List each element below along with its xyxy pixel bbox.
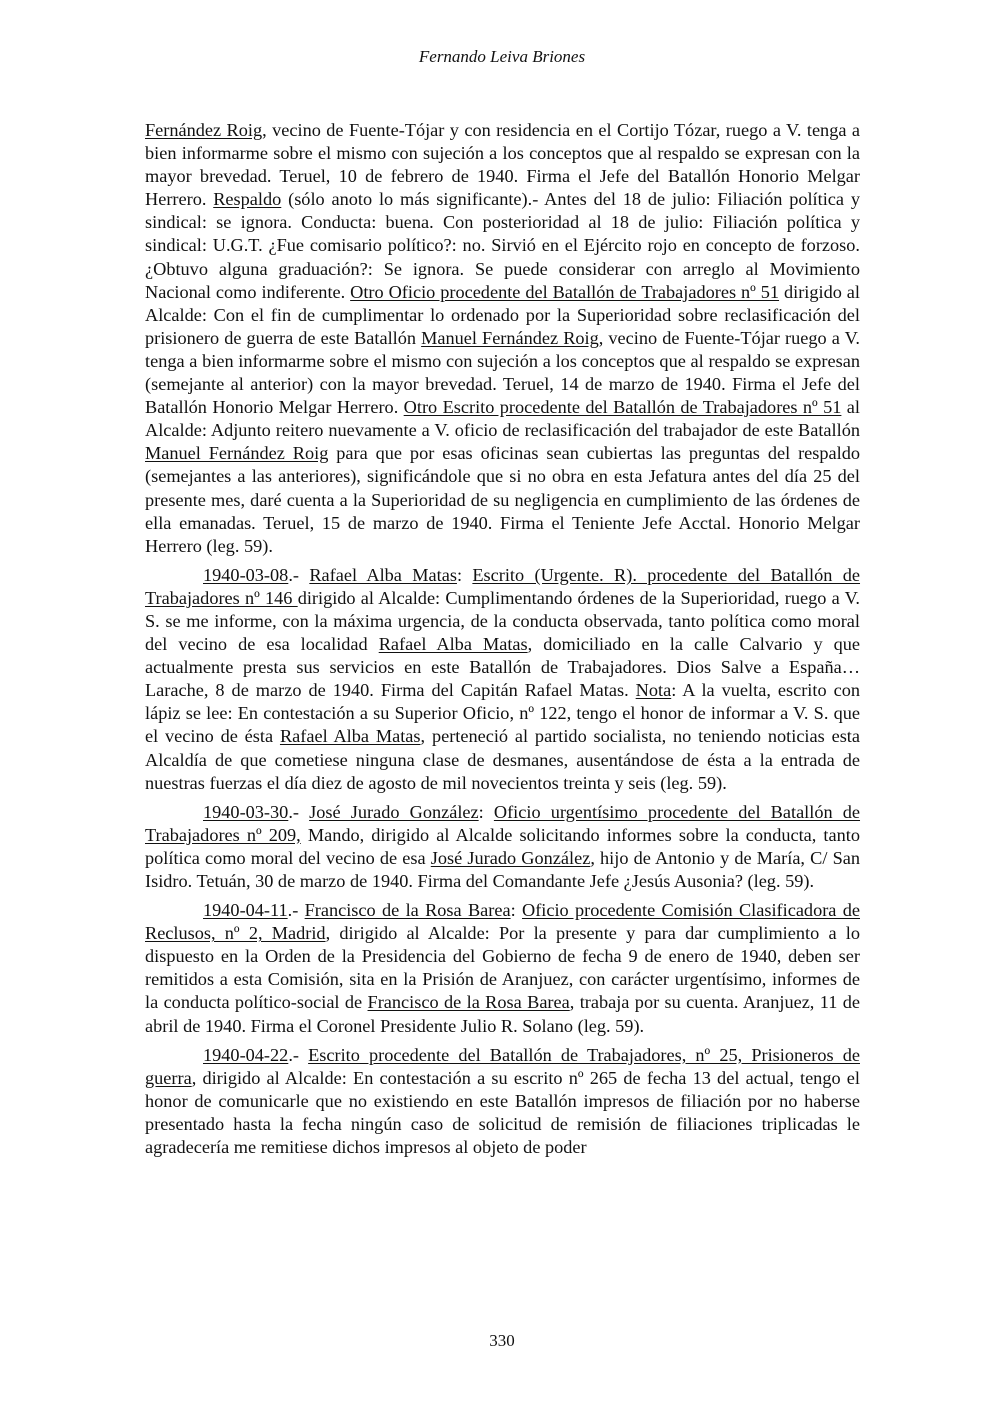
- underlined-reference: Otro Escrito procedente del Batallón de Trabajadores nº 51: [403, 397, 842, 418]
- underlined-reference: Otro Oficio procedente del Batallón de Trabajadores nº 51: [350, 281, 780, 302]
- underlined-reference: 1940-03-08: [203, 564, 289, 585]
- text-run: : A la vuelta, escrito con lápiz se lee: En contestación a su Superior Oficio, nº 122, tengo el honor de informar a V. S. que el vecino de ésta: [145, 680, 861, 747]
- text-run: .-: [288, 564, 310, 585]
- text-run: , vecino de Fuente-Tójar y con residencia en el Cortijo Tózar, ruego a V. tenga a bien informarme sobre el mismo con sujeción a los conceptos que al respaldo se expresan con la mayor brevedad. Teruel, 10 de febrero de 1940. Firma el Jefe del Batallón Honorio Melgar Herrero.: [145, 120, 860, 210]
- running-header-author: Fernando Leiva Briones: [418, 47, 586, 66]
- underlined-reference: Manuel Fernández Roig: [145, 443, 329, 464]
- text-run: dirigido al Alcalde: Con el fin de cumplimentar lo ordenado por la Superioridad sobre reclasificación del prisionero de guerra de este Batallón: [145, 281, 860, 348]
- text-run: :: [456, 564, 473, 585]
- text-run: Mando, dirigido al Alcalde solicitando informes sobre la conducta, tanto política como moral del vecino de esa: [145, 824, 860, 868]
- underlined-reference: Fernández Roig: [145, 120, 263, 140]
- text-run: , perteneció al partido socialista, no teniendo noticias esta Alcaldía de que cometiese ninguna clase de desmanes, ausentándose de ésta a la entrada de nuestras fuerzas el día diez de agosto de mil novecientos treinta y seis (leg. 59).: [145, 726, 860, 793]
- paragraph: [145, 1044, 860, 1159]
- underlined-reference: Francisco de la Rosa Barea: [304, 900, 511, 921]
- text-run: .-: [288, 1044, 309, 1065]
- underlined-reference: Rafael Alba Matas: [279, 726, 421, 747]
- text-run: , vecino de Fuente-Tójar ruego a V. tenga a bien informarme sobre el mismo con sujeción a los conceptos que al respaldo se expresan (semejante al anterior) con la mayor brevedad. Teruel, 14 de marzo de 1940. Firma el Jefe del Batallón Honorio Melgar Herrero.: [145, 327, 861, 418]
- text-run: para que por esas oficinas sean cubiertas las preguntas del respaldo (semejantes a las anteriores), significándole que si no obra en esta Jefatura antes del día 25 del presente mes, daré cuenta a la Superioridad de su negligencia en cumplimiento de las órdenes de ella emanadas. Teruel, 15 de marzo de 1940. Firma el Teniente Jefe Acctal. Honorio Melgar Herrero (leg. 59).: [145, 443, 861, 556]
- text-run: , hijo de Antonio y de María, C/ San Isidro. Tetuán, 30 de marzo de 1940. Firma del Comandante Jefe ¿Jesús Ausonia? (leg. 59).: [145, 847, 860, 891]
- underlined-reference: 1940-04-11: [203, 900, 288, 921]
- paragraph: [145, 119, 860, 558]
- paragraph: [145, 564, 860, 795]
- text-run: .-: [287, 900, 305, 921]
- underlined-reference: Francisco de la Rosa Barea: [367, 992, 570, 1013]
- text-run: :: [478, 801, 494, 822]
- underlined-reference: 1940-03-30: [203, 801, 289, 822]
- underlined-reference: José Jurado González: [309, 801, 479, 822]
- text-run: , domiciliado en la calle Calvario y que actualmente presta sus servicios en este Batallón de Trabajadores. Dios Salve a España… Larache, 8 de marzo de 1940. Firma del Capitán Rafael Matas.: [145, 634, 861, 701]
- text-run: (sólo anoto lo más significante).- Antes del 18 de julio: Filiación política y sindical: se ignora. Conducta: buena. Con posterioridad al 18 de julio: Filiación política y sindical: U.G.T. ¿Fue comisario político?: no. Sirvió en el Ejército rojo en concepto de forzoso. ¿Obtuvo alguna graduación?: Se ignora. Se puede considerar con arreglo al Movimiento Nacional como indiferente.: [145, 189, 860, 302]
- underlined-reference: Rafael Alba Matas: [378, 634, 528, 655]
- text-run: , dirigido al Alcalde: Por la presente y para dar cumplimiento a lo dispuesto en la Orden de la Presidencia del Gobierno de fecha 9 de enero de 1940, deben ser remitidos a esta Comisión, sita en la Prisión de Aranjuez, con carácter urgentísimo, informes de la conducta político-social de: [145, 923, 860, 1013]
- text-run: .-: [288, 801, 310, 822]
- underlined-reference: 1940-04-22: [203, 1044, 289, 1065]
- text-run: dirigido al Alcalde: Cumplimentando órdenes de la Superioridad, ruego a V. S. se me informe, con la máxima urgencia, de la conducta observada, tanto política como moral del vecino de esa localidad: [145, 587, 861, 655]
- underlined-reference: José Jurado González: [430, 847, 591, 868]
- paragraph: [145, 801, 860, 893]
- text-run: , trabaja por su cuenta. Aranjuez, 11 de abril de 1940. Firma el Coronel Presidente Julio R. Solano (leg. 59).: [145, 992, 860, 1036]
- body-text: [145, 119, 860, 1165]
- text-run: al Alcalde: Adjunto reitero nuevamente a V. oficio de reclasificación del trabajador de este Batallón: [145, 397, 860, 441]
- underlined-reference: Escrito procedente del Batallón de Trabajadores, nº 25, Prisioneros de guerra: [145, 1044, 860, 1088]
- page-number: 330: [489, 1331, 515, 1350]
- text-run: :: [510, 900, 522, 921]
- underlined-reference: Manuel Fernández Roig: [421, 327, 599, 348]
- underlined-reference: Respaldo: [213, 189, 282, 210]
- underlined-reference: Escrito (Urgente. R). procedente del Batallón de Trabajadores nº 146: [145, 564, 861, 608]
- underlined-reference: Nota: [635, 680, 672, 701]
- underlined-reference: Rafael Alba Matas: [309, 564, 457, 585]
- underlined-reference: Oficio procedente Comisión Clasificadora de Reclusos, nº 2, Madrid: [145, 900, 860, 944]
- underlined-reference: Oficio urgentísimo procedente del Batallón de Trabajadores nº 209,: [145, 801, 861, 845]
- text-run: , dirigido al Alcalde: En contestación a su escrito nº 265 de fecha 13 del actual, tengo el honor de comunicarle que no existiendo en este Batallón impresos de filiación por no haberse presentado hasta la fecha ningún caso de solicitud de remisión de filiaciones triplicadas le agradecería me remitiese dichos impresos al objeto de poder: [145, 1067, 860, 1158]
- paragraph: [145, 899, 860, 1038]
